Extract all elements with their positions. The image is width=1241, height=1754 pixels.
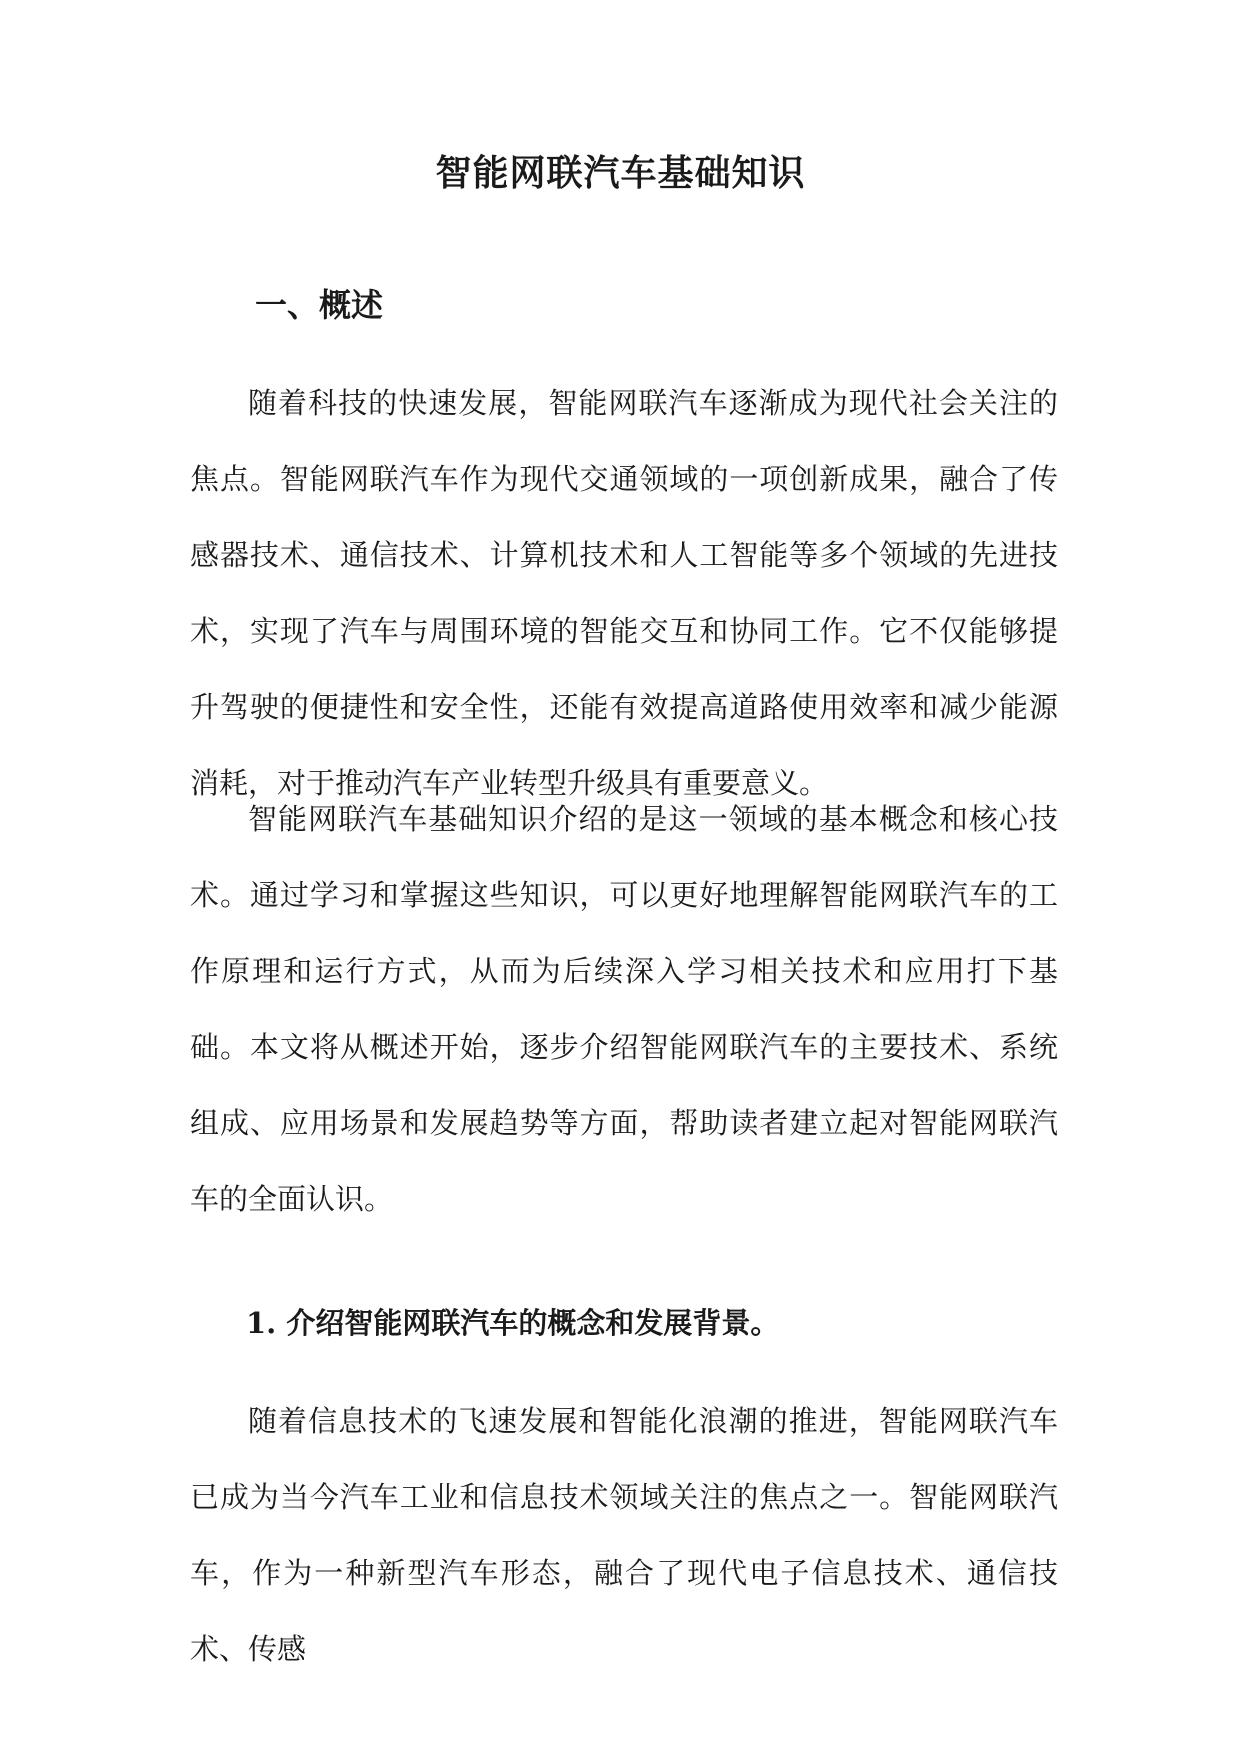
overview-paragraph-2: 智能网联汽车基础知识介绍的是这一领域的基本概念和核心技术。通过学习和掌握这些知识，可以更好地理解智能网联汽车的工作原理和运行方式，从而为后续深入学习相关技术和应用打下基础。本文将从概述开始，逐步介绍智能网联汽车的主要技术、系统组成、应用场景和发展趋势等方面，帮助读者建立起对智能网联汽车的全面认识。 [190,802,1058,1216]
overview-paragraph-1: 随着科技的快速发展，智能网联汽车逐渐成为现代社会关注的焦点。智能网联汽车作为现代交通领域的一项创新成果，融合了传感器技术、通信技术、计算机技术和人工智能等多个领域的先进技术，实现了汽车与周围环境的智能交互和协同工作。它不仅能够提升驾驶的便捷性和安全性，还能有效提高道路使用效率和减少能源消耗，对于推动汽车产业转型升级具有重要意义。 [190,386,1058,800]
subsection-heading-concept: 1. 介绍智能网联汽车的概念和发展背景。 [246,1306,780,1340]
section-heading-overview: 一、概述 [255,286,384,324]
document-title: 智能网联汽车基础知识 [435,152,806,194]
concept-paragraph-1: 随着信息技术的飞速发展和智能化浪潮的推进，智能网联汽车已成为当今汽车工业和信息技术领域关注的焦点之一。智能网联汽车，作为一种新型汽车形态，融合了现代电子信息技术、通信技术、传感 [190,1404,1058,1666]
